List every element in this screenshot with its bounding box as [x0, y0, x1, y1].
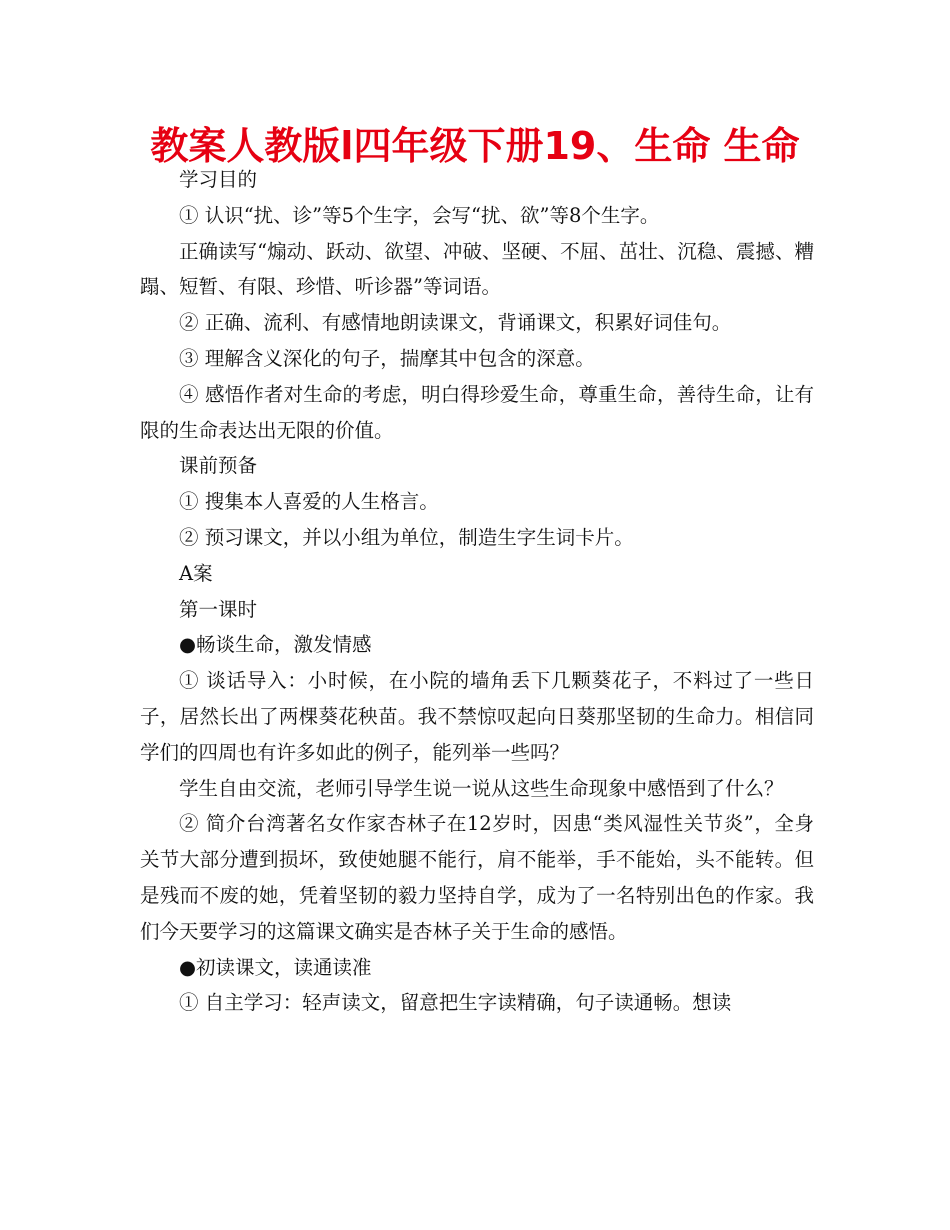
paragraph: ① 认识“扰、诊”等5个生字，会写“扰、欲”等8个生字。	[179, 203, 660, 227]
paragraph: ① 搜集本人喜爱的人生格言。	[179, 490, 439, 514]
section-heading-first-lesson: 第一课时	[179, 597, 258, 621]
paragraph: 学生自由交流，老师引导学生说一说从这些生命现象中感悟到了什么？	[179, 776, 784, 800]
paragraph: ① 谈话导入：小时候，在小院的墙角丢下几颗葵花子，不料过了一些日子，居然长出了两棵葵花秧苗。我不禁惊叹起向日葵那坚韧的生命力。相信同学们的四周也有许多如此的例子，能列举一些吗？	[140, 669, 814, 764]
bullet-heading: ●初读课文，读通读准	[179, 955, 372, 979]
paragraph: ② 简介台湾著名女作家杏林子在12岁时，因患“类风湿性关节炎”，全身关节大部分遭到损坏，致使她腿不能行，肩不能举，手不能始，头不能转。但是残而不废的她，凭着坚韧的毅力坚持自学，成为了一名特别出色的作家。我们今天要学习的这篇课文确实是杏林子关于生命的感悟。	[140, 812, 814, 943]
paragraph: ① 自主学习：轻声读文，留意把生字读精确，句子读通畅。想读	[179, 991, 732, 1015]
paragraph: 正确读写“煽动、跃动、欲望、冲破、坚硬、不屈、茁壮、沉稳、震撼、糟蹋、短暂、有限、珍惜、听诊器”等词语。	[140, 239, 814, 299]
section-heading-preparation: 课前预备	[179, 454, 258, 478]
paragraph: ② 预习课文，并以小组为单位，制造生字生词卡片。	[179, 525, 634, 549]
document-body	[140, 162, 814, 1021]
paragraph: ④ 感悟作者对生命的考虑，明白得珍爱生命，尊重生命，善待生命，让有限的生命表达出无限的价值。	[140, 382, 814, 442]
section-heading-objectives: 学习目的	[179, 168, 258, 191]
document-title: 教案人教版l四年级下册19、生命 生命	[150, 124, 800, 168]
paragraph: ② 正确、流利、有感情地朗读课文，背诵课文，积累好词佳句。	[179, 311, 732, 335]
section-heading-plan-a: A案	[179, 561, 213, 585]
paragraph: ③ 理解含义深化的句子，揣摩其中包含的深意。	[179, 346, 595, 370]
bullet-heading: ●畅谈生命，激发情感	[179, 633, 372, 657]
